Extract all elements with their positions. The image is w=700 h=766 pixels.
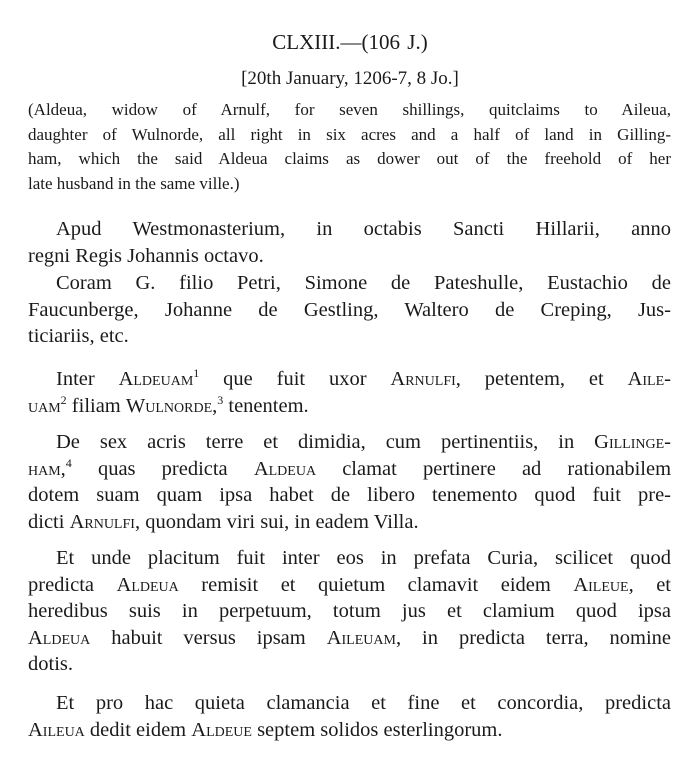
charter-date: [20th January, 1206-7, 8 Jo.]	[241, 68, 459, 89]
text-run: predicta	[28, 573, 95, 596]
footnote-marker: 2	[60, 392, 67, 407]
place-name: Gillinge-	[594, 431, 671, 453]
text-line	[28, 572, 671, 599]
text-line: ticiariis, etc.	[28, 325, 129, 347]
paragraph-coram	[28, 270, 671, 350]
summary-line: ham, which the said Aldeua claims as dower out of the freehold of her	[28, 149, 671, 169]
charter-number-heading: CLXIII.—(106 J.)	[272, 30, 428, 54]
text-run: De sex acris terre et dimidia, cum pertinentiis, in	[56, 431, 575, 453]
person-name: Arnulfi	[69, 510, 135, 533]
paragraph-et-unde	[28, 545, 671, 678]
text-run: dicti	[28, 510, 65, 533]
text-run: que fuit uxor	[223, 368, 367, 390]
text-run: filiam	[71, 394, 121, 417]
text-line	[28, 509, 671, 536]
text-line: dotem suam quam ipsa habet de libero tenemento quod fuit pre-	[28, 484, 671, 506]
text-run: Inter	[56, 368, 95, 390]
paragraph-de	[28, 429, 671, 535]
text-line: Et pro hac quieta clamancia et fine et concordia, predicta	[56, 692, 671, 714]
summary-line: (Aldeua, widow of Arnulf, for seven shillings, quitclaims to Aileua,	[28, 100, 671, 119]
text-line: Faucunberge, Johanne de Gestling, Waltero de Creping, Jus-	[28, 298, 671, 321]
text-run: , petentem, et	[455, 368, 604, 390]
person-name: Aldeua	[28, 626, 91, 649]
person-name: Aldeue	[191, 718, 252, 741]
paragraph-inter	[28, 366, 671, 419]
text-line	[28, 717, 671, 744]
person-name: uam	[28, 394, 61, 417]
person-name: Aileue	[573, 573, 629, 596]
text-run: septem solidos esterlingorum.	[257, 718, 503, 741]
paragraph-et-pro	[28, 690, 671, 743]
footnote-marker: 1	[193, 366, 200, 381]
text-line: Et unde placitum fuit inter eos in prefata Curia, scilicet quod	[56, 547, 671, 569]
paragraph-apud	[28, 216, 671, 269]
place-name: ham	[28, 457, 61, 480]
text-run: clamat pertinere ad rationabilem	[342, 457, 672, 480]
text-line: Coram G. filio Petri, Simone de Pateshulle, Eustachio de	[56, 272, 671, 294]
text-line	[28, 429, 671, 456]
person-name: Aile-	[627, 368, 671, 390]
text-run: habuit versus ipsam	[111, 626, 306, 649]
text-line: uam$^2$ filiam Wulnorde,$^3$ tenentem.	[28, 392, 309, 417]
person-name: Aldeuam	[118, 368, 194, 390]
text-run: , in predicta terra, nomine	[395, 626, 672, 649]
person-name: Arnulfi	[390, 368, 456, 390]
text-run: quas predicta	[97, 457, 228, 480]
footnote-marker: 4	[65, 455, 72, 470]
text-line: dotis.	[28, 653, 73, 675]
text-line	[28, 625, 671, 652]
person-name: Aileuam	[326, 626, 396, 649]
text-run: tenentem.	[228, 394, 309, 417]
text-line	[28, 366, 671, 393]
person-name: Wulnorde	[125, 394, 213, 417]
english-summary	[28, 98, 671, 197]
summary-line: daughter of Wulnorde, all right in six acres and a half of land in Gilling-	[28, 124, 671, 144]
person-name: Aldeua	[116, 573, 179, 596]
text-line: heredibus suis in perpetuum, totum jus et clamium quod ipsa	[28, 600, 671, 622]
footnote-marker: 3	[217, 392, 224, 407]
text-run: remisit et quietum clamavit eidem	[201, 573, 551, 596]
text-line: ham,$^4$ quas predicta Aldeua clamat pertinere ad rationabilem	[28, 455, 672, 480]
text-run: dedit eidem	[89, 718, 187, 741]
text-line: regni Regis Johannis octavo.	[28, 244, 264, 267]
person-name: Aldeua	[253, 457, 317, 480]
person-name: Aileua	[28, 718, 85, 741]
text-line: Apud Westmonasterium, in octabis Sancti Hillarii, anno	[56, 218, 671, 240]
summary-line: late husband in the same ville.)	[28, 174, 240, 194]
text-run: , quondam viri sui, in eadem Villa.	[134, 510, 419, 533]
text-run: , et	[628, 573, 671, 596]
